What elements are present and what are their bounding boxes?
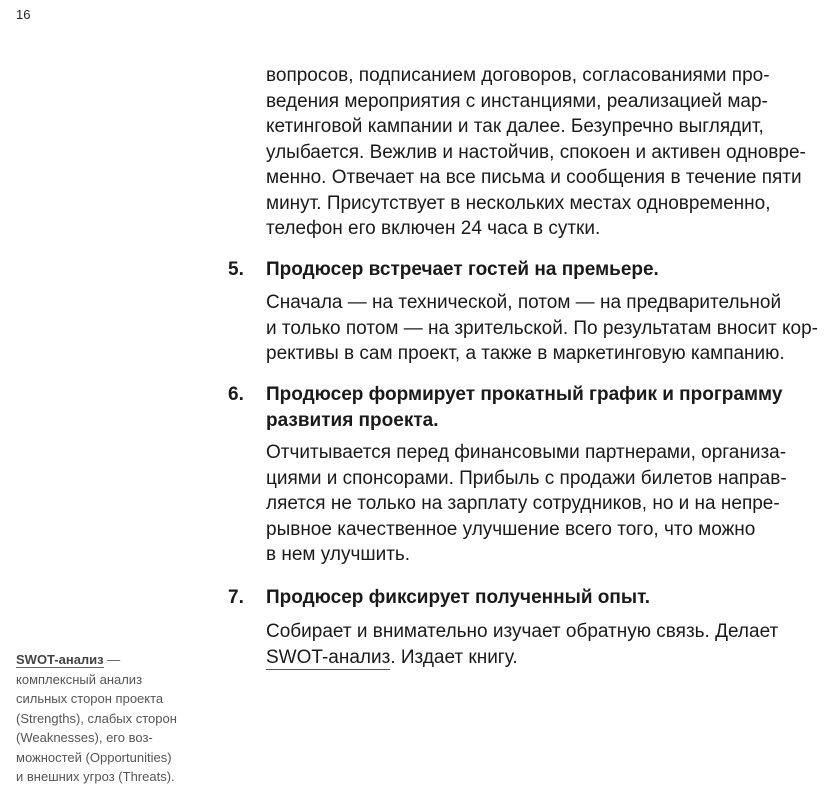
- text-line: рективы в сам проект, а также в маркетинговую кампанию.: [266, 343, 785, 364]
- text-line: телефон его включен 24 часа в сутки.: [266, 218, 601, 239]
- heading-line: развития проекта.: [266, 409, 439, 431]
- heading-line: Продюсер фиксирует полученный опыт.: [266, 587, 651, 608]
- item-7-number: 7.: [228, 587, 244, 608]
- text-line: минут. Присутствует в нескольких местах одновременно,: [266, 192, 771, 214]
- text-line: в нем улучшить.: [266, 544, 411, 565]
- sidenote-line: и внешних угроз (Threats).: [16, 769, 175, 784]
- heading-line: Продюсер встречает гостей на премьере.: [266, 259, 659, 280]
- text-line: ляется не только на зарплату сотрудников, но и на непре-: [266, 493, 780, 514]
- glossary-sidenote: [16, 650, 206, 787]
- item-7-body: [266, 619, 826, 670]
- text-line: менно. Отвечает на все письма и сообщения в течение пяти: [266, 167, 802, 188]
- text-line: [266, 645, 826, 671]
- text-line: рывное качественное улучшение всего того, что можно: [266, 518, 756, 540]
- page-number: 16: [16, 7, 31, 22]
- text-fragment: . Издает книгу.: [390, 646, 518, 668]
- item-5-body: [266, 290, 826, 367]
- sidenote-term: SWOT-анализ: [16, 652, 104, 667]
- text-line: кетинговой кампании и так далее. Безупречно выглядит,: [266, 116, 764, 137]
- item-6-number: 6.: [228, 384, 244, 405]
- sidenote-dash: —: [103, 652, 121, 667]
- sidenote-line: (Weaknesses), его воз-: [16, 730, 153, 745]
- text-line: ведения мероприятия с инстанциями, реализацией мар-: [266, 90, 768, 112]
- intro-paragraph: [266, 63, 826, 242]
- swot-term-link[interactable]: SWOT-анализ: [266, 646, 391, 668]
- text-line: Собирает и внимательно изучает обратную связь. Делает: [266, 621, 779, 642]
- sidenote-line: можностей (Opportunities): [16, 749, 172, 765]
- item-6-heading: [266, 382, 826, 433]
- sidenote-line: (Strengths), слабых сторон: [16, 710, 177, 726]
- sidenote-line: комплексный анализ: [16, 671, 143, 687]
- sidenote-line: сильных сторон проекта: [16, 691, 164, 706]
- item-5-number: 5.: [228, 259, 244, 280]
- item-5-heading: [266, 257, 826, 283]
- text-line: Отчитывается перед финансовыми партнерами, организа-: [266, 442, 787, 463]
- item-7-heading: [266, 585, 826, 611]
- text-line: Сначала — на технической, потом — на предварительной: [266, 292, 782, 313]
- text-line: и только потом — на зрительской. По результатам вносит кор-: [266, 317, 818, 339]
- item-6-body: [266, 440, 826, 568]
- text-line: вопросов, подписанием договоров, согласованиями про-: [266, 65, 770, 86]
- text-line: циями и спонсорами. Прибыль с продажи билетов направ-: [266, 467, 787, 489]
- text-line: улыбается. Вежлив и настойчив, спокоен и активен одновре-: [266, 141, 806, 163]
- sidenote-title-line: [16, 650, 206, 670]
- heading-line: Продюсер формирует прокатный график и программу: [266, 384, 783, 405]
